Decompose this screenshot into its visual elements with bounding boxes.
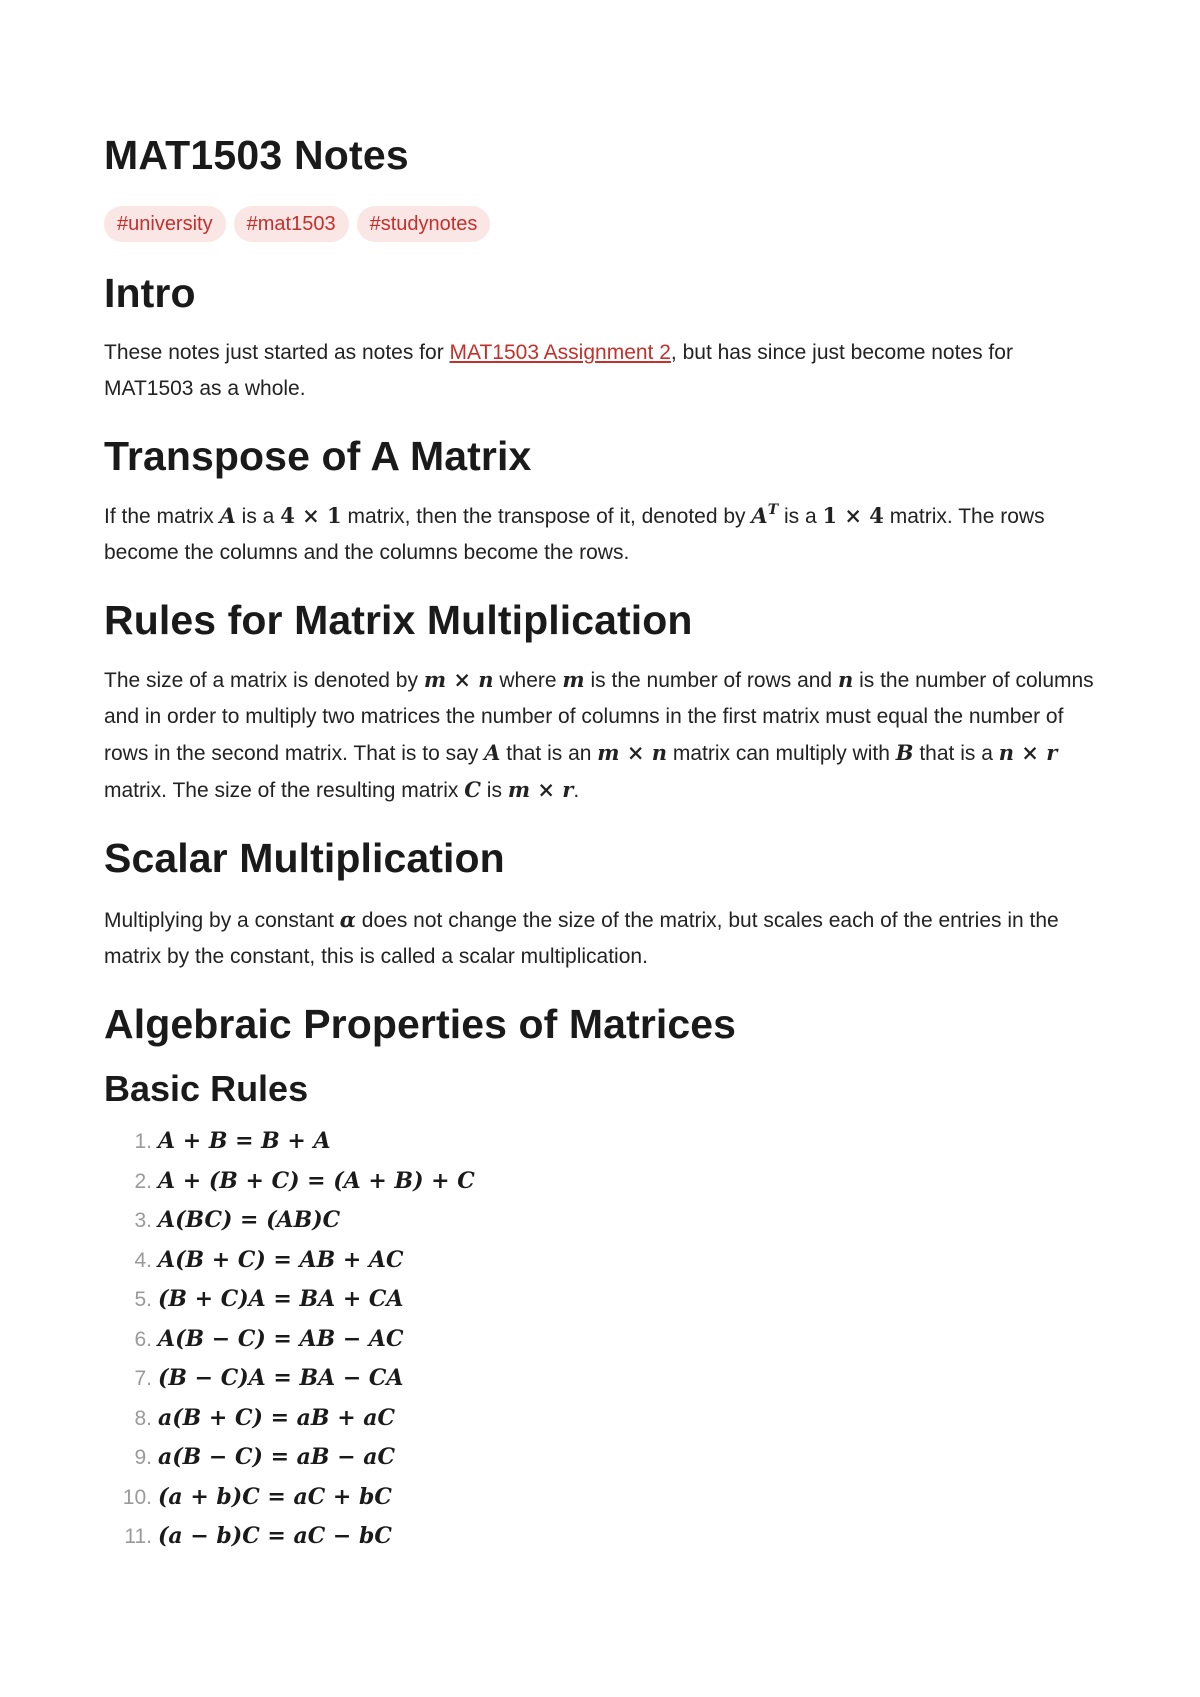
heading-basic-rules: Basic Rules xyxy=(104,1068,309,1109)
tag-mat1503[interactable]: #mat1503 xyxy=(234,206,349,242)
list-item: 2. A + (B + C) = (A + B) + C xyxy=(134,1167,475,1194)
heading-transpose: Transpose of A Matrix xyxy=(104,433,532,479)
heading-scalar: Scalar Multiplication xyxy=(104,835,505,881)
list-item: 3. A(BC) = (AB)C xyxy=(134,1207,341,1233)
math-a: A xyxy=(219,503,236,528)
basic-rules-list xyxy=(104,1128,1096,1563)
tag-university[interactable]: #university xyxy=(104,206,226,242)
math-transpose-superscript: T xyxy=(767,502,779,518)
math-1x4: 1 × 4 xyxy=(822,503,884,528)
math-alpha: α xyxy=(339,907,356,932)
heading-rules-multiplication: Rules for Matrix Multiplication xyxy=(104,597,693,643)
intro-paragraph: These notes just started as notes for MAT1503 Assignment 2, but has since just become notes for MAT1503 as a whole. xyxy=(104,341,1013,400)
transpose-paragraph: If the matrix A is a 4 × 1 matrix, then the transpose of it, denoted by $A^T$ is a 1 × 4 matrix. The rows become the columns and the columns become the rows. xyxy=(104,502,1045,564)
tag-list xyxy=(104,206,1096,242)
tag-studynotes[interactable]: #studynotes xyxy=(357,206,491,242)
assignment-link[interactable]: MAT1503 Assignment 2 xyxy=(449,341,671,364)
list-item: 8. a(B + C) = aB + aC xyxy=(134,1404,396,1431)
page-title: MAT1503 Notes xyxy=(104,132,409,178)
multiplication-paragraph: The size of a matrix is denoted by m × n where m is the number of rows and n is the number of columns and in order to multiply two matrices the number of columns in the first matrix must equal the number of rows in the second matrix. That is to say A that is an m × n matrix can multiply with B that is a n × r matrix. The size of the resulting matrix C is m × r. xyxy=(104,667,1094,802)
list-item: 7. (B − C)A = BA − CA xyxy=(134,1365,404,1391)
math-4x1: 4 × 1 xyxy=(280,503,342,528)
list-item: 4. A(B + C) = AB + AC xyxy=(134,1246,404,1273)
list-item: 10. (a + b)C = aC + bC xyxy=(122,1483,392,1510)
heading-intro: Intro xyxy=(104,270,196,316)
list-item: 6. A(B − C) = AB − AC xyxy=(134,1325,404,1352)
math-a-transpose: A xyxy=(751,503,768,528)
heading-algebraic-properties: Algebraic Properties of Matrices xyxy=(104,1001,737,1047)
list-item: 1. A + B = B + A xyxy=(134,1128,331,1154)
list-item: 9. a(B − C) = aB − aC xyxy=(134,1444,396,1470)
list-item: 11. (a − b)C = aC − bC xyxy=(124,1523,392,1549)
scalar-paragraph: Multiplying by a constant α does not change the size of the matrix, but scales each of the entries in the matrix by the constant, this is called a scalar multiplication. xyxy=(104,907,1059,968)
list-item: 5. (B + C)A = BA + CA xyxy=(134,1286,404,1312)
